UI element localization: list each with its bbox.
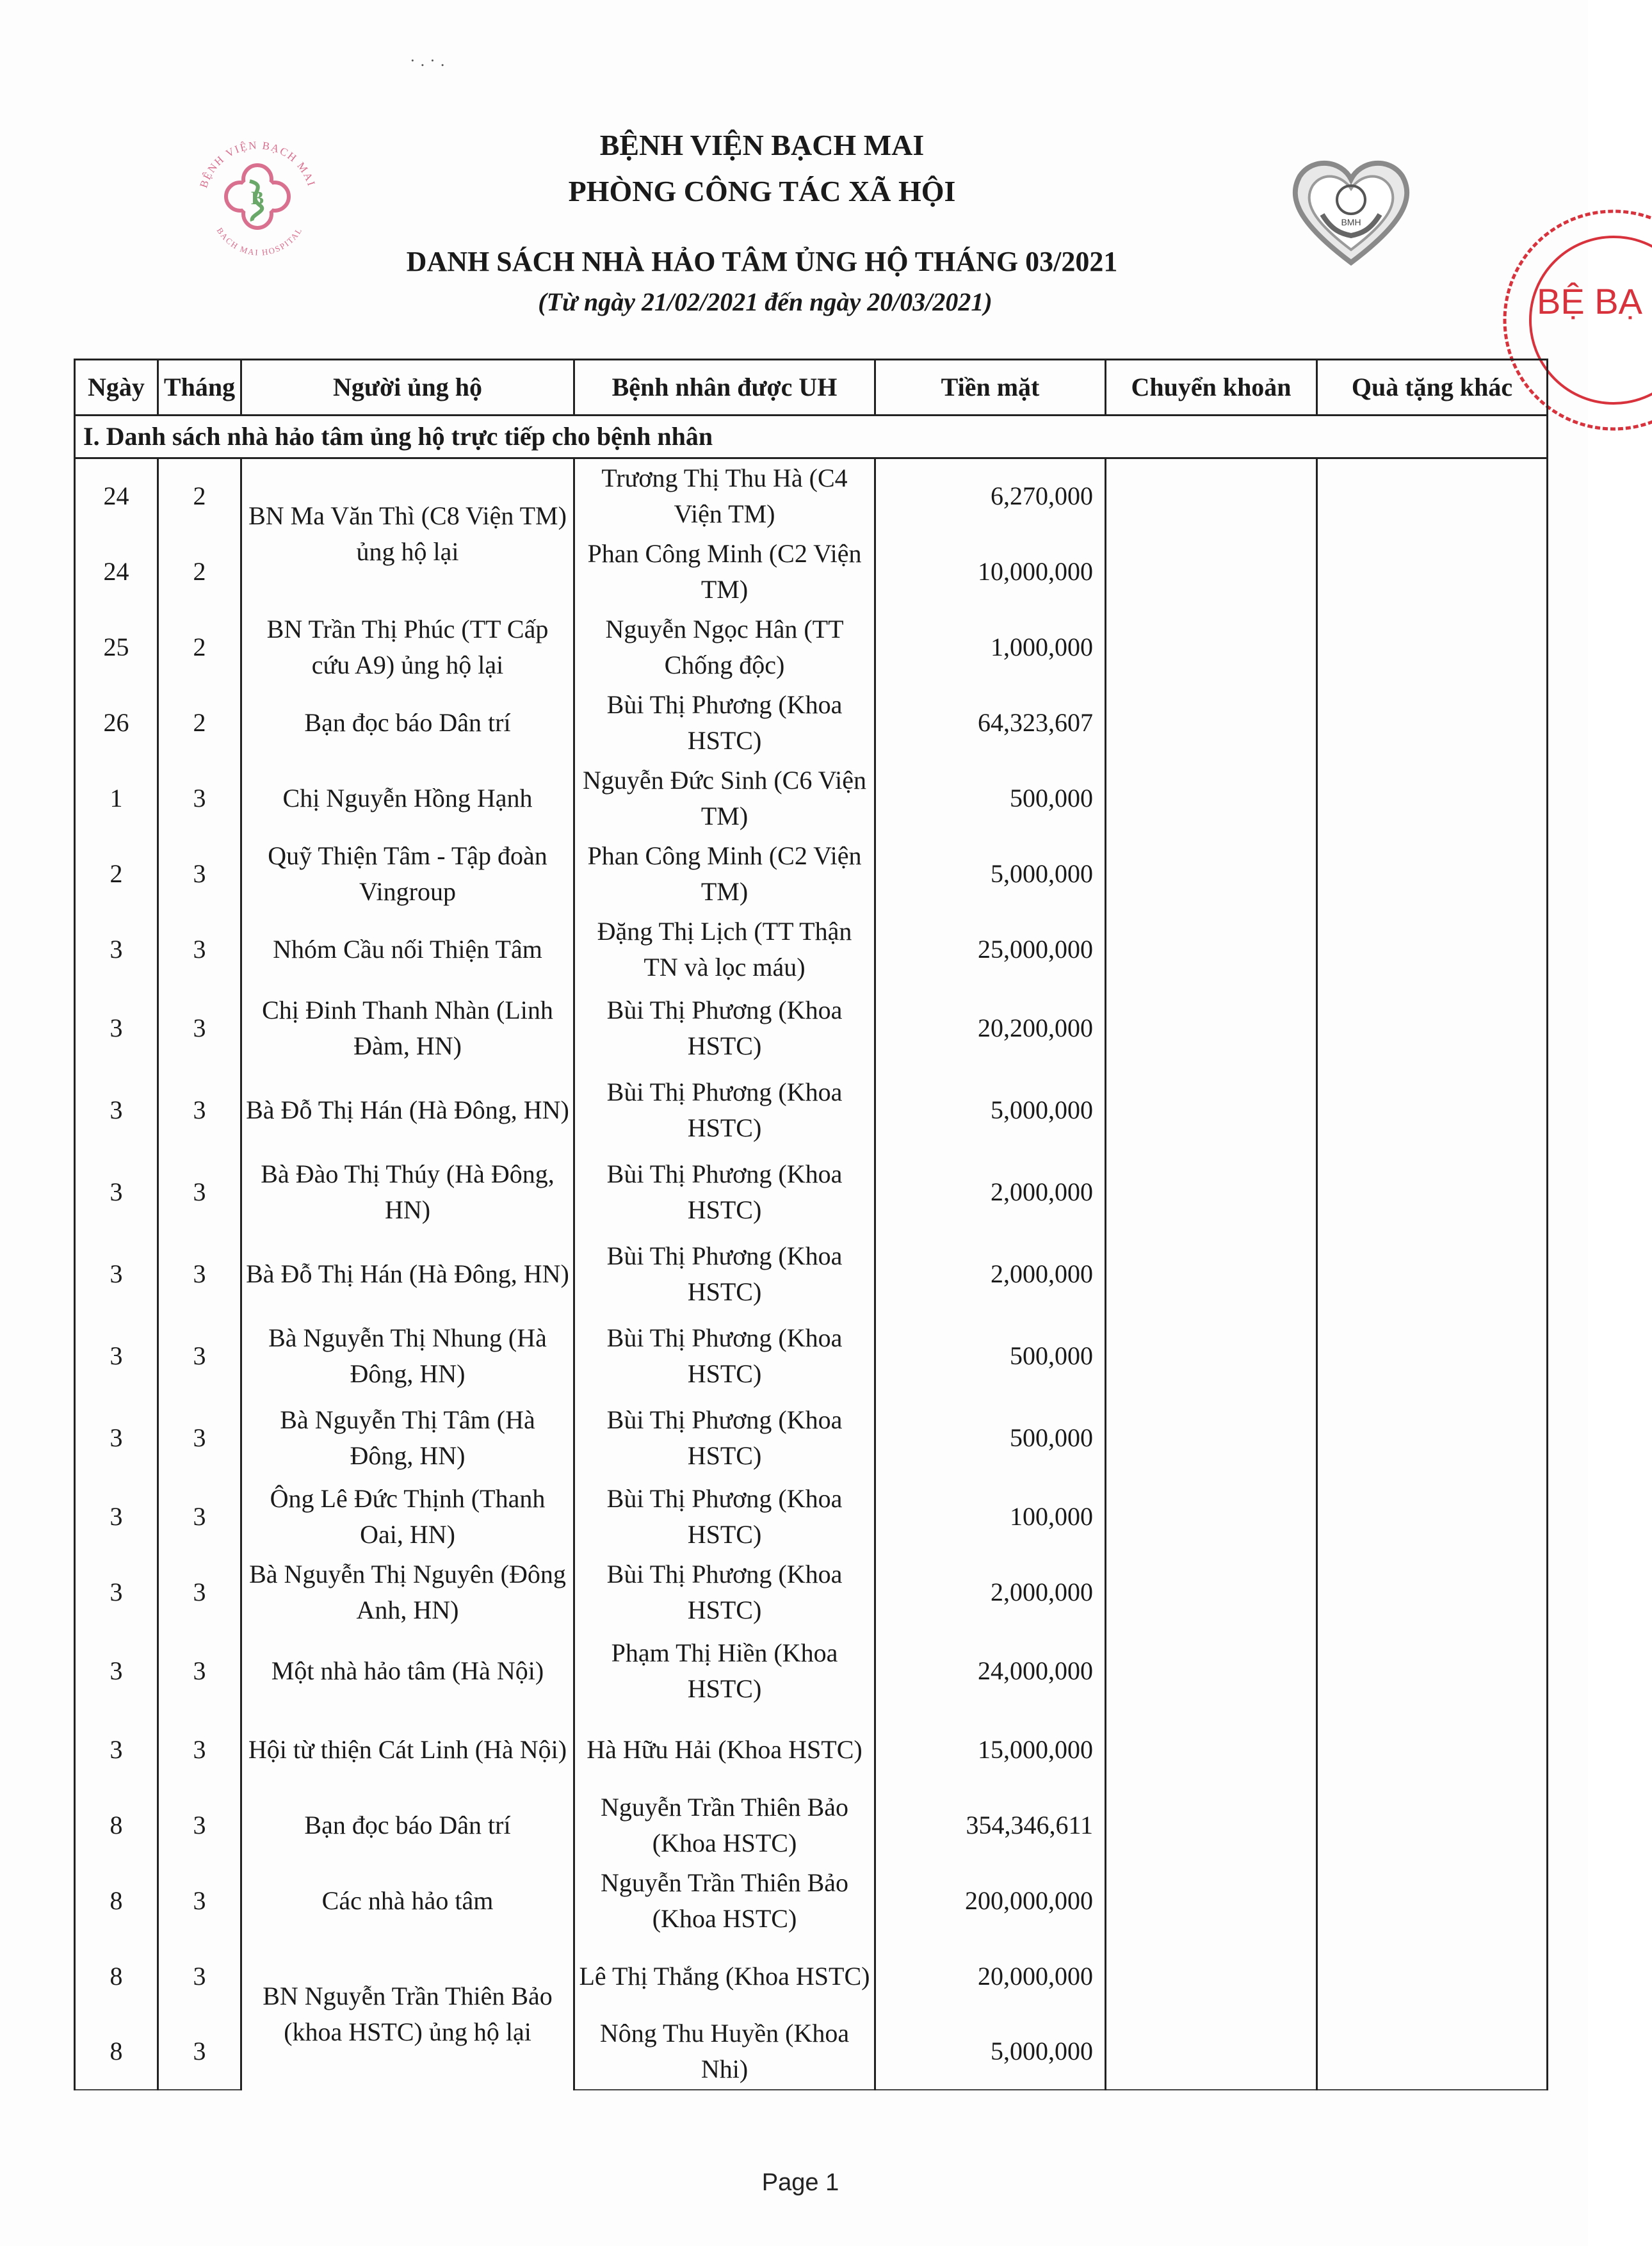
table-row [75, 1712, 1548, 1788]
cell-patient: Lê Thị Thắng (Khoa HSTC) [574, 1939, 875, 2014]
cell-month: 2 [158, 610, 241, 685]
cell-cash: 5,000,000 [875, 2014, 1106, 2090]
table-row [75, 836, 1548, 912]
cell-cash: 2,000,000 [875, 1233, 1106, 1315]
cell-day: 8 [75, 1863, 158, 1939]
cell-donor: Các nhà hảo tâm [241, 1863, 574, 1939]
cell-cash: 2,000,000 [875, 1151, 1106, 1233]
cell-day: 3 [75, 987, 158, 1069]
cell-donor: Bà Nguyễn Thị Nguyên (Đông Anh, HN) [241, 1555, 574, 1630]
cell-cash: 354,346,611 [875, 1788, 1106, 1863]
cell-month: 3 [158, 1788, 241, 1863]
cell-cash: 25,000,000 [875, 912, 1106, 987]
cell-patient: Bùi Thị Phương (Khoa HSTC) [574, 1151, 875, 1233]
cell-transfer [1106, 534, 1317, 610]
table-row [75, 1939, 1548, 2014]
cell-month: 3 [158, 912, 241, 987]
cell-cash: 20,000,000 [875, 1939, 1106, 2014]
logo-text-bottom: BACH MAI HOSPITAL [215, 225, 304, 257]
cell-donor: Bạn đọc báo Dân trí [241, 1788, 574, 1863]
cell-gifts [1317, 1397, 1548, 1479]
cell-patient: Bùi Thị Phương (Khoa HSTC) [574, 1315, 875, 1397]
cell-month: 3 [158, 1555, 241, 1630]
table-row [75, 458, 1548, 534]
table-row [75, 1630, 1548, 1712]
cell-month: 2 [158, 685, 241, 761]
cell-transfer [1106, 1069, 1317, 1151]
cell-gifts [1317, 1939, 1548, 2014]
cell-cash: 2,000,000 [875, 1555, 1106, 1630]
cell-donor: BN Trần Thị Phúc (TT Cấp cứu A9) ủng hộ lại [241, 610, 574, 685]
cell-month: 3 [158, 1233, 241, 1315]
table-row [75, 1315, 1548, 1397]
cell-donor: Ông Lê Đức Thịnh (Thanh Oai, HN) [241, 1479, 574, 1555]
cell-day: 3 [75, 1397, 158, 1479]
col-header-gifts: Quà tặng khác [1317, 360, 1548, 416]
cell-day: 3 [75, 1315, 158, 1397]
cell-month: 3 [158, 2014, 241, 2090]
cell-patient: Bùi Thị Phương (Khoa HSTC) [574, 1069, 875, 1151]
cell-donor: Hội từ thiện Cát Linh (Hà Nội) [241, 1712, 574, 1788]
cell-patient: Nông Thu Huyền (Khoa Nhi) [574, 2014, 875, 2090]
cell-transfer [1106, 1555, 1317, 1630]
donor-table [74, 359, 1548, 2090]
cell-transfer [1106, 1939, 1317, 2014]
cell-gifts [1317, 836, 1548, 912]
table-row [75, 912, 1548, 987]
cell-patient: Bùi Thị Phương (Khoa HSTC) [574, 1233, 875, 1315]
cell-patient: Hà Hữu Hải (Khoa HSTC) [574, 1712, 875, 1788]
cell-gifts [1317, 761, 1548, 836]
table-row [75, 610, 1548, 685]
cell-donor: Bà Đào Thị Thúy (Hà Đông, HN) [241, 1151, 574, 1233]
cell-donor: Bạn đọc báo Dân trí [241, 685, 574, 761]
cell-month: 3 [158, 836, 241, 912]
cell-donor: BN Nguyễn Trần Thiên Bảo (khoa HSTC) ủng hộ lại [241, 1939, 574, 2090]
cell-cash: 5,000,000 [875, 1069, 1106, 1151]
table-row [75, 1479, 1548, 1555]
cell-gifts [1317, 1630, 1548, 1712]
cell-cash: 64,323,607 [875, 685, 1106, 761]
cell-transfer [1106, 1397, 1317, 1479]
cell-month: 3 [158, 1939, 241, 2014]
cell-day: 2 [75, 836, 158, 912]
cell-day: 3 [75, 1630, 158, 1712]
cell-donor: BN Ma Văn Thì (C8 Viện TM) ủng hộ lại [241, 458, 574, 610]
cell-gifts [1317, 987, 1548, 1069]
cell-transfer [1106, 761, 1317, 836]
cell-gifts [1317, 610, 1548, 685]
cell-transfer [1106, 987, 1317, 1069]
table-row [75, 1788, 1548, 1863]
scan-specks: ·.·. [410, 51, 450, 70]
cell-gifts [1317, 1069, 1548, 1151]
document-title: DANH SÁCH NHÀ HẢO TÂM ỦNG HỘ THÁNG 03/2021 [406, 246, 1118, 277]
cell-day: 3 [75, 1069, 158, 1151]
cell-patient: Trương Thị Thu Hà (C4 Viện TM) [574, 458, 875, 534]
cell-month: 3 [158, 1069, 241, 1151]
cell-transfer [1106, 912, 1317, 987]
cell-day: 1 [75, 761, 158, 836]
cell-donor: Bà Đỗ Thị Hán (Hà Đông, HN) [241, 1233, 574, 1315]
logo-text-top: BỆNH VIỆN BẠCH MAI [197, 139, 318, 190]
cell-day: 8 [75, 1788, 158, 1863]
cell-day: 3 [75, 1479, 158, 1555]
cell-month: 3 [158, 1397, 241, 1479]
cell-gifts [1317, 534, 1548, 610]
cell-cash: 500,000 [875, 1315, 1106, 1397]
col-header-month: Tháng [158, 360, 241, 416]
cell-day: 24 [75, 534, 158, 610]
cell-gifts [1317, 2014, 1548, 2090]
cell-gifts [1317, 1863, 1548, 1939]
cell-cash: 1,000,000 [875, 610, 1106, 685]
table-row [75, 1863, 1548, 1939]
col-header-donor: Người ủng hộ [241, 360, 574, 416]
cell-month: 2 [158, 534, 241, 610]
table-row [75, 761, 1548, 836]
document-subtitle: (Từ ngày 21/02/2021 đến ngày 20/03/2021) [538, 287, 992, 316]
table-row [75, 1397, 1548, 1479]
cell-gifts [1317, 1315, 1548, 1397]
cell-gifts [1317, 1712, 1548, 1788]
cell-day: 25 [75, 610, 158, 685]
hospital-name: BỆNH VIỆN BẠCH MAI [599, 129, 925, 161]
cell-gifts [1317, 912, 1548, 987]
section-row [75, 416, 1548, 458]
cell-cash: 6,270,000 [875, 458, 1106, 534]
cell-gifts [1317, 1151, 1548, 1233]
table-row [75, 1069, 1548, 1151]
cell-transfer [1106, 1712, 1317, 1788]
cell-cash: 10,000,000 [875, 534, 1106, 610]
cell-month: 3 [158, 1151, 241, 1233]
cell-patient: Nguyễn Trần Thiên Bảo (Khoa HSTC) [574, 1863, 875, 1939]
cell-month: 3 [158, 1315, 241, 1397]
cell-month: 3 [158, 1712, 241, 1788]
cell-transfer [1106, 610, 1317, 685]
cell-month: 3 [158, 1630, 241, 1712]
cell-cash: 20,200,000 [875, 987, 1106, 1069]
cell-patient: Bùi Thị Phương (Khoa HSTC) [574, 1397, 875, 1479]
cell-cash: 500,000 [875, 761, 1106, 836]
table-row [75, 685, 1548, 761]
cell-day: 3 [75, 1712, 158, 1788]
cell-patient: Bùi Thị Phương (Khoa HSTC) [574, 685, 875, 761]
table-row [75, 1151, 1548, 1233]
col-header-day: Ngày [75, 360, 158, 416]
cell-cash: 500,000 [875, 1397, 1106, 1479]
table-row [75, 1233, 1548, 1315]
cell-gifts [1317, 1479, 1548, 1555]
cell-day: 3 [75, 1233, 158, 1315]
cell-patient: Phan Công Minh (C2 Viện TM) [574, 534, 875, 610]
cell-donor: Bà Đỗ Thị Hán (Hà Đông, HN) [241, 1069, 574, 1151]
cell-transfer [1106, 836, 1317, 912]
cell-day: 3 [75, 1151, 158, 1233]
cell-donor: Bà Nguyễn Thị Tâm (Hà Đông, HN) [241, 1397, 574, 1479]
cell-month: 3 [158, 1479, 241, 1555]
cell-patient: Đặng Thị Lịch (TT Thận TN và lọc máu) [574, 912, 875, 987]
table-row [75, 1555, 1548, 1630]
col-header-transfer: Chuyển khoản [1106, 360, 1317, 416]
cell-transfer [1106, 1479, 1317, 1555]
cell-transfer [1106, 458, 1317, 534]
cell-donor: Một nhà hảo tâm (Hà Nội) [241, 1630, 574, 1712]
cell-day: 8 [75, 1939, 158, 2014]
cell-donor: Bà Nguyễn Thị Nhung (Hà Đông, HN) [241, 1315, 574, 1397]
section-title: I. Danh sách nhà hảo tâm ủng hộ trực tiếp cho bệnh nhân [75, 416, 1548, 458]
cell-patient: Phạm Thị Hiền (Khoa HSTC) [574, 1630, 875, 1712]
cell-patient: Nguyễn Ngọc Hân (TT Chống độc) [574, 610, 875, 685]
cell-transfer [1106, 1315, 1317, 1397]
cell-day: 3 [75, 1555, 158, 1630]
cell-cash: 200,000,000 [875, 1863, 1106, 1939]
right-logo-text: BMH [1341, 217, 1361, 227]
col-header-patient: Bệnh nhân được UH [574, 360, 875, 416]
cell-gifts [1317, 458, 1548, 534]
cell-month: 3 [158, 987, 241, 1069]
cell-donor: Quỹ Thiện Tâm - Tập đoàn Vingroup [241, 836, 574, 912]
stamp-text: BỆ BẠ [1537, 281, 1642, 321]
cell-day: 24 [75, 458, 158, 534]
cell-cash: 24,000,000 [875, 1630, 1106, 1712]
cell-transfer [1106, 1630, 1317, 1712]
page-number: Page 1 [761, 2169, 839, 2196]
department-name: PHÒNG CÔNG TÁC XÃ HỘI [568, 175, 956, 207]
cell-patient: Bùi Thị Phương (Khoa HSTC) [574, 1555, 875, 1630]
cell-cash: 100,000 [875, 1479, 1106, 1555]
cell-donor: Nhóm Cầu nối Thiện Tâm [241, 912, 574, 987]
cell-patient: Nguyễn Đức Sinh (C6 Viện TM) [574, 761, 875, 836]
cell-gifts [1317, 1233, 1548, 1315]
cell-gifts [1317, 685, 1548, 761]
cell-month: 2 [158, 458, 241, 534]
cell-cash: 15,000,000 [875, 1712, 1106, 1788]
cell-donor: Chị Đinh Thanh Nhàn (Linh Đàm, HN) [241, 987, 574, 1069]
cell-cash: 5,000,000 [875, 836, 1106, 912]
cell-gifts [1317, 1788, 1548, 1863]
cell-donor: Chị Nguyễn Hồng Hạnh [241, 761, 574, 836]
cell-patient: Bùi Thị Phương (Khoa HSTC) [574, 987, 875, 1069]
col-header-cash: Tiền mặt [875, 360, 1106, 416]
cell-month: 3 [158, 1863, 241, 1939]
cell-month: 3 [158, 761, 241, 836]
cell-patient: Nguyễn Trần Thiên Bảo (Khoa HSTC) [574, 1788, 875, 1863]
cell-patient: Phan Công Minh (C2 Viện TM) [574, 836, 875, 912]
svg-text:B: B [250, 188, 264, 209]
cell-gifts [1317, 1555, 1548, 1630]
cell-transfer [1106, 2014, 1317, 2090]
cell-transfer [1106, 1233, 1317, 1315]
table-row [75, 987, 1548, 1069]
cell-transfer [1106, 1151, 1317, 1233]
cell-transfer [1106, 1788, 1317, 1863]
cell-day: 8 [75, 2014, 158, 2090]
table-header-row [75, 360, 1548, 416]
cell-day: 26 [75, 685, 158, 761]
cell-transfer [1106, 685, 1317, 761]
cell-patient: Bùi Thị Phương (Khoa HSTC) [574, 1479, 875, 1555]
cell-transfer [1106, 1863, 1317, 1939]
cell-day: 3 [75, 912, 158, 987]
